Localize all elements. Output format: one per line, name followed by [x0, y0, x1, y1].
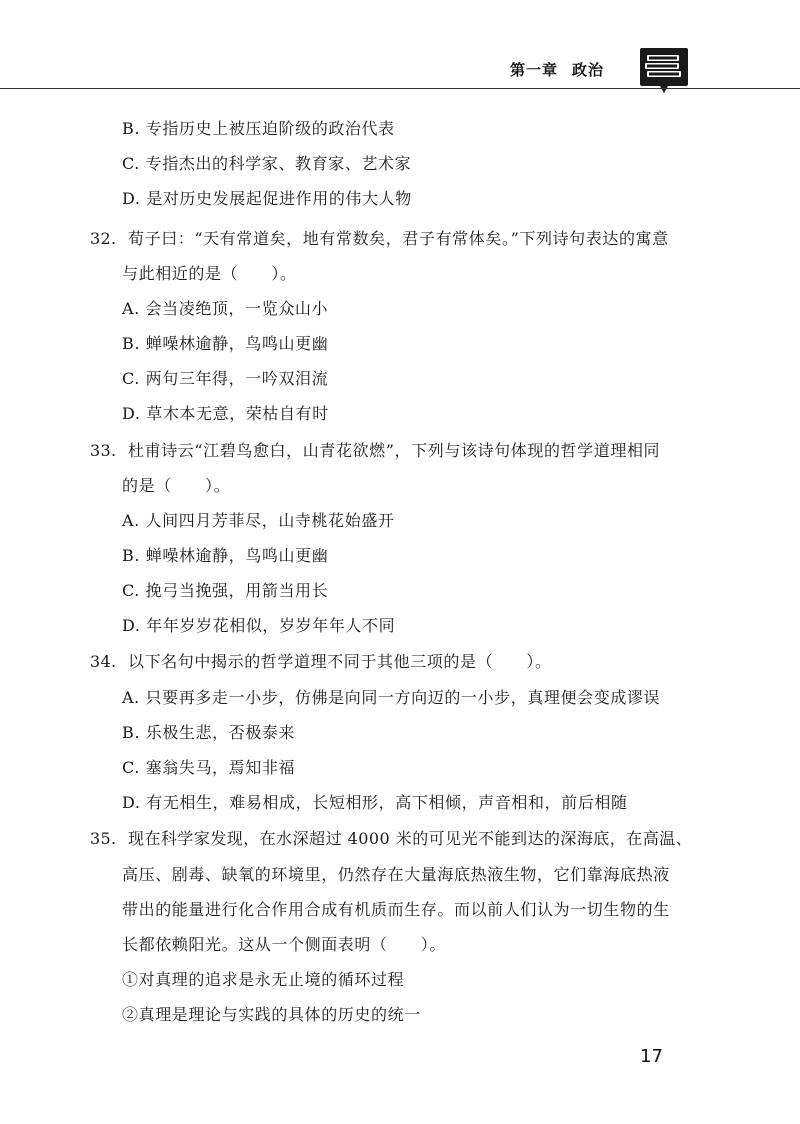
option-34c: C. 塞翁失马，焉知非福 — [122, 758, 296, 777]
option-33c: C. 挽弓当挽强，用箭当用长 — [122, 581, 329, 600]
option-34b: B. 乐极生悲，否极泰来 — [122, 723, 296, 742]
question-32-text-2: 与此相近的是（ ）。 — [122, 264, 297, 283]
question-number-32: 32. — [90, 229, 117, 248]
question-33-text-1: 杜甫诗云“江碧鸟愈白，山青花欲燃”，下列与该诗句体现的哲学道理相同 — [128, 441, 661, 460]
option-34a: A. 只要再多走一小步，仿佛是向同一方向迈的一小步，真理便会变成谬误 — [122, 688, 661, 707]
option-33a: A. 人间四月芳菲尽，山寺桃花始盛开 — [122, 511, 395, 530]
question-32-text-1: 荀子曰：“天有常道矣，地有常数矣，君子有常体矣。”下列诗句表达的寓意 — [128, 229, 669, 248]
statement-35-1: ①对真理的追求是永无止境的循环过程 — [122, 970, 405, 989]
option-31c: C. 专指杰出的科学家、教育家、艺术家 — [122, 154, 412, 173]
option-32d: D. 草木本无意，荣枯自有时 — [122, 404, 329, 423]
question-number-34: 34. — [90, 652, 117, 671]
header-rule — [0, 88, 800, 89]
question-35-text-1: 现在科学家发现，在水深超过 4000 米的可见光不能到达的深海底，在高温、 — [128, 829, 693, 848]
option-32a: A. 会当凌绝顶，一览众山小 — [122, 299, 329, 318]
page-header — [0, 0, 800, 96]
chapter-title — [510, 59, 604, 80]
page-number: 17 — [640, 1046, 663, 1067]
option-32c: C. 两句三年得，一吟双泪流 — [122, 369, 329, 388]
section-label: 政治 — [572, 61, 605, 79]
option-33b: B. 蝉噪林逾静，鸟鸣山更幽 — [122, 546, 329, 565]
option-31d: D. 是对历史发展起促进作用的伟大人物 — [122, 189, 412, 208]
option-34d: D. 有无相生，难易相成，长短相形，高下相倾，声音相和，前后相随 — [122, 793, 628, 812]
question-35-text-2: 高压、剧毒、缺氧的环境里，仍然存在大量海底热液生物，它们靠海底热液 — [122, 865, 670, 884]
chapter-label: 第一章 — [510, 61, 559, 79]
option-32b: B. 蝉噪林逾静，鸟鸣山更幽 — [122, 334, 329, 353]
question-number-35: 35. — [90, 829, 117, 848]
question-34-text: 以下名句中揭示的哲学道理不同于其他三项的是（ ）。 — [128, 652, 552, 671]
option-33d: D. 年年岁岁花相似，岁岁年年人不同 — [122, 616, 396, 635]
question-35-text-4: 长都依赖阳光。这从一个侧面表明（ ）。 — [122, 935, 447, 954]
question-33-text-2: 的是（ ）。 — [122, 476, 231, 495]
question-number-33: 33. — [90, 441, 117, 460]
option-31b: B. 专指历史上被压迫阶级的政治代表 — [122, 119, 395, 138]
question-35-text-3: 带出的能量进行化合作用合成有机质而生存。而以前人们认为一切生物的生 — [122, 900, 670, 919]
statement-35-2: ②真理是理论与实践的具体的历史的统一 — [122, 1005, 421, 1024]
